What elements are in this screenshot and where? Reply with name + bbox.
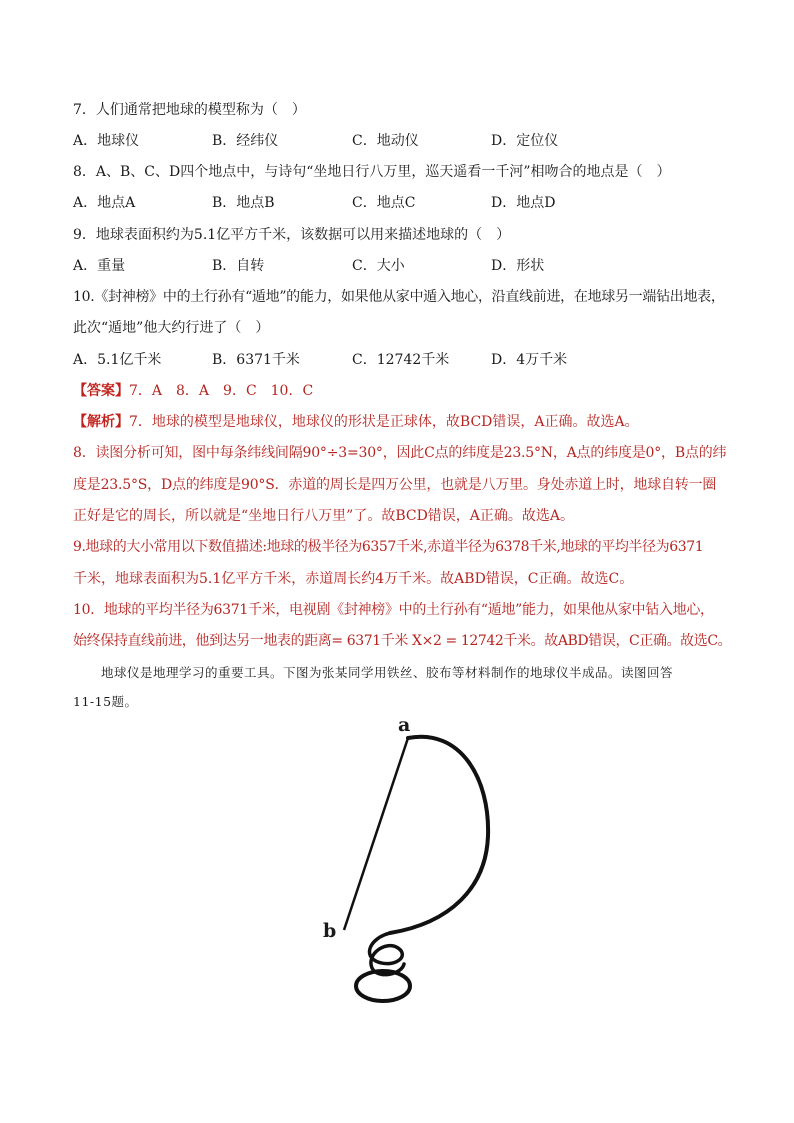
- analysis-tag: 【解析】: [73, 414, 129, 430]
- q9-option-b: B．自转: [212, 258, 265, 274]
- analysis-q8-line3: 正好是它的周长，所以就是“坐地日行八万里”了。故BCD错误，A正确。故选A。: [73, 508, 575, 524]
- globe-frame-figure: [320, 714, 510, 1008]
- q10-option-b: B．6371千米: [212, 352, 300, 368]
- analysis-q10-line1: 10．地球的平均半径为6371千米，电视剧《封神榜》中的土行孙有“遁地”能力，如果他从家中钻入地心，: [73, 602, 714, 618]
- intro-line1: 地球仪是地理学习的重要工具。下图为张某同学用铁丝、胶布等材料制作的地球仪半成品。读图回答: [101, 665, 674, 680]
- q9-option-c: C．大小: [352, 258, 405, 274]
- q7-option-b: B．经纬仪: [212, 133, 279, 149]
- analysis-q8-line1: 8．读图分析可知，图中每条纬线间隔90°÷3=30°，因此C点的纬度是23.5°N，A点的纬度是0°，B点的纬: [73, 445, 727, 461]
- q7-option-a: A．地球仪: [73, 133, 140, 149]
- answer-line: [73, 381, 313, 401]
- q8-option-a: A．地点A: [73, 195, 136, 211]
- analysis-q7: [73, 412, 639, 432]
- analysis-q9-line2: 千米，地球表面积为5.1亿平方千米，赤道周长约4万千米。故ABD错误，C正确。故选C。: [73, 571, 634, 587]
- analysis-q8-line2: 度是23.5°S，D点的纬度是90°S．赤道的周长是四万公里，也就是八万里。身处赤道上时，地球自转一圈: [73, 477, 717, 493]
- q8-option-d: D．地点D: [491, 195, 556, 211]
- q10-option-c: C．12742千米: [352, 352, 450, 368]
- meridian-ring: [390, 737, 488, 933]
- q7-option-d: D．定位仪: [491, 133, 559, 149]
- q7-stem: 7．人们通常把地球的模型称为（ ）: [73, 102, 306, 118]
- analysis-q9-line1: 9.地球的大小常用以下数值描述:地球的极半径为6357千米,赤道半径为6378千米,地球的平均半径为6371: [73, 539, 704, 555]
- analysis-q10-line2: 始终保持直线前进，他到达另一地表的距离= 6371千米 X×2 = 12742千米。故ABD错误，C正确。故选C。: [73, 633, 732, 649]
- globe-frame-drawing: [320, 718, 510, 1008]
- q8-stem: 8．A、B、C、D四个地点中，与诗句“坐地日行八万里，巡天遥看一千河”相吻合的地点是（ ）: [73, 164, 671, 180]
- intro-line2: 11-15题。: [73, 694, 138, 709]
- q10-option-d: D．4万千米: [491, 352, 568, 368]
- q8-option-c: C．地点C: [352, 195, 416, 211]
- analysis-q7-text: 7．地球的模型是地球仪，地球仪的形状是正球体，故BCD错误，A正确。故选A。: [129, 414, 639, 430]
- q10-stem-line2: 此次“遁地”他大约行进了（ ）: [73, 320, 270, 336]
- q8-option-b: B．地点B: [212, 195, 275, 211]
- spring-coil: [369, 933, 404, 975]
- q10-option-a: A．5.1亿千米: [73, 352, 162, 368]
- q9-stem: 9．地球表面积约为5.1亿平方千米，该数据可以用来描述地球的（ ）: [73, 227, 511, 243]
- label-a: a: [398, 714, 411, 736]
- answer-tag: 【答案】: [73, 383, 129, 399]
- q10-stem-line1: 10.《封神榜》中的土行孙有“遁地”的能力，如果他从家中遁入地心，沿直线前进，在地球另一端钻出地表，: [73, 289, 725, 305]
- q9-option-d: D．形状: [491, 258, 545, 274]
- label-b: b: [323, 920, 337, 942]
- axis-wire: [344, 738, 408, 930]
- answer-text: 7．A 8．A 9．C 10．C: [129, 383, 314, 399]
- q7-option-c: C．地动仪: [352, 133, 419, 149]
- q9-option-a: A．重量: [73, 258, 126, 274]
